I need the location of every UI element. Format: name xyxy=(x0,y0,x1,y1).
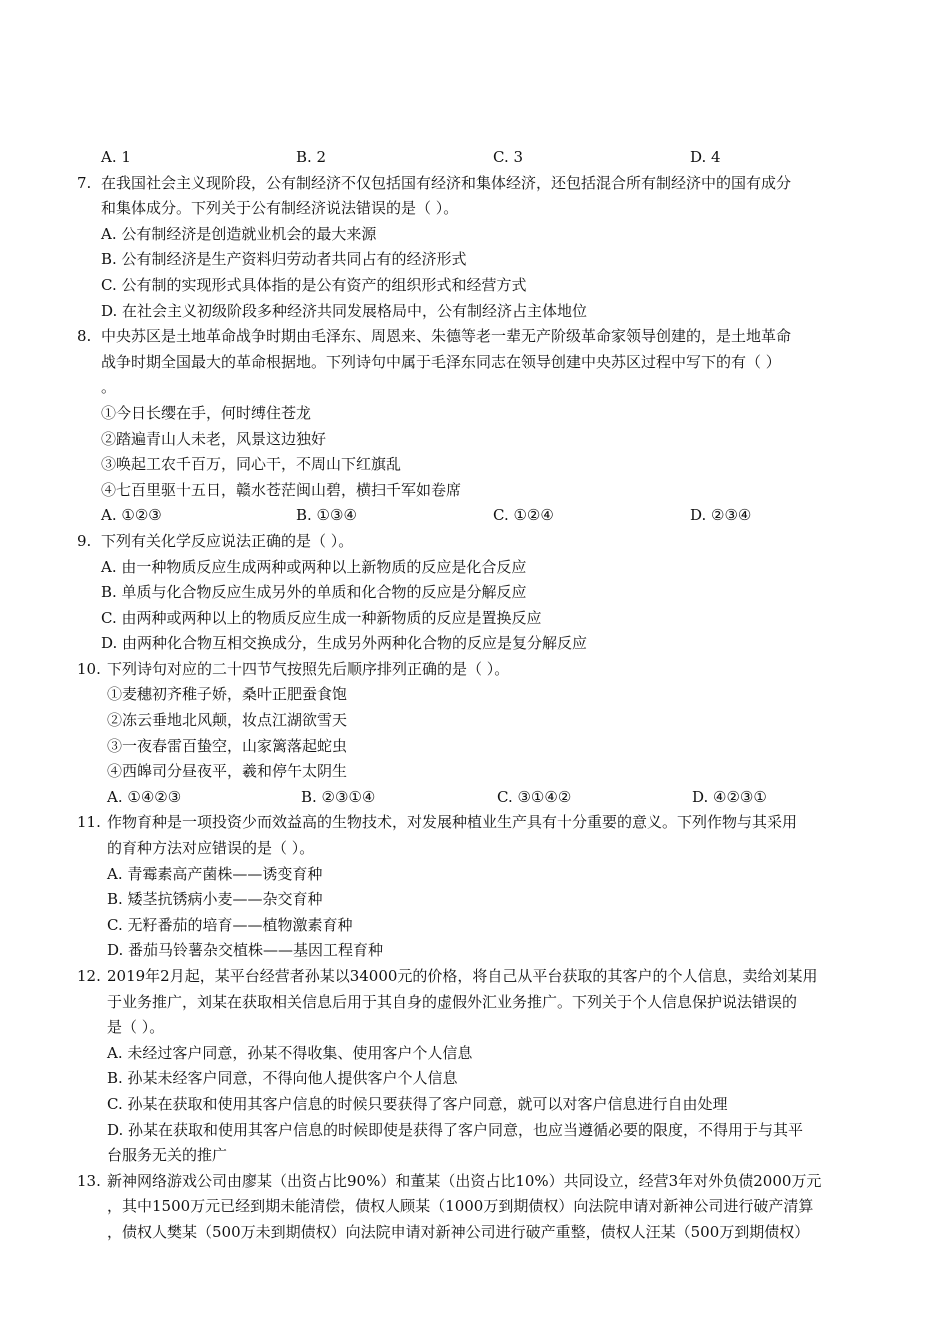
q8-option-d: D. ②③④ xyxy=(690,506,752,525)
q8-number: 8. xyxy=(77,327,92,346)
q6-options xyxy=(0,145,950,171)
q9-stem-line-1 xyxy=(0,529,950,555)
q9-option-c: C. 由两种或两种以上的物质反应生成一种新物质的反应是置换反应 xyxy=(101,608,542,627)
q7-option-b: B. 公有制经济是生产资料归劳动者共同占有的经济形式 xyxy=(101,250,467,269)
q8-stem-line-3: 。 xyxy=(101,378,117,397)
q13-stem-line-1 xyxy=(0,1169,950,1195)
q7-option-d: D. 在社会主义初级阶段多种经济共同发展格局中，公有制经济占主体地位 xyxy=(101,301,588,320)
q8-item-1: ①今日长缨在手，何时缚住苍龙 xyxy=(101,403,312,422)
q7-stem-text-1: 在我国社会主义现阶段，公有制经济不仅包括国有经济和集体经济，还包括混合所有制经济中的国有成分 xyxy=(101,173,792,192)
q13-stem-text-1: 新神网络游戏公司由廖某（出资占比90%）和董某（出资占比10%）共同设立，经营3年对外负债2000万元 xyxy=(107,1171,822,1190)
q11-stem-text-1: 作物育种是一项投资少而效益高的生物技术，对发展种植业生产具有十分重要的意义。下列作物与其采用 xyxy=(107,813,798,832)
q7-stem-line-1 xyxy=(0,171,950,197)
q11-stem-line-2: 的育种方法对应错误的是（ ）。 xyxy=(107,839,315,858)
q12-option-a: A. 未经过客户同意，孙某不得收集、使用客户个人信息 xyxy=(107,1043,473,1062)
q6-option-b: B. 2 xyxy=(296,148,327,166)
q9-option-b: B. 单质与化合物反应生成另外的单质和化合物的反应是分解反应 xyxy=(101,583,527,602)
q10-number: 10. xyxy=(77,659,101,678)
q10-options xyxy=(0,785,950,811)
q10-item-3: ③一夜春雷百蛰空，山家篱落起蛇虫 xyxy=(107,736,348,755)
q12-stem-line-1 xyxy=(0,964,950,990)
q12-option-d: D. 孙某在获取和使用其客户信息的时候即使是获得了客户同意，也应当遵循必要的限度，不得用于与其平 xyxy=(107,1120,804,1139)
q11-option-d: D. 番茄马铃薯杂交植株——基因工程育种 xyxy=(107,941,384,960)
q8-option-b: B. ①③④ xyxy=(296,506,357,525)
q10-item-1: ①麦穗初齐稚子娇，桑叶正肥蚕食饱 xyxy=(107,685,348,704)
q7-option-c: C. 公有制的实现形式具体指的是公有资产的组织形式和经营方式 xyxy=(101,275,527,294)
q7-number: 7. xyxy=(77,173,92,192)
q12-option-b: B. 孙某未经客户同意，不得向他人提供客户个人信息 xyxy=(107,1069,458,1088)
q9-option-a: A. 由一种物质反应生成两种或两种以上新物质的反应是化合反应 xyxy=(101,557,527,576)
q13-stem-line-3: ，债权人樊某（500万未到期债权）向法院申请对新神公司进行破产重整，债权人汪某（500万到期债权） xyxy=(107,1222,810,1241)
q8-item-2: ②踏遍青山人未老，风景这边独好 xyxy=(101,429,327,448)
q12-option-d-cont: 台服务无关的推广 xyxy=(107,1146,228,1165)
q7-stem-line-2: 和集体成分。下列关于公有制经济说法错误的是（ ）。 xyxy=(101,199,459,218)
q6-option-c: C. 3 xyxy=(493,148,524,166)
q8-item-3: ③唤起工农千百万，同心干，不周山下红旗乱 xyxy=(101,455,402,474)
q8-stem-text-1: 中央苏区是土地革命战争时期由毛泽东、周恩来、朱德等老一辈无产阶级革命家领导创建的，是土地革命 xyxy=(101,327,792,346)
q6-option-d: D. 4 xyxy=(690,148,721,166)
q8-stem-line-2: 战争时期全国最大的革命根据地。下列诗句中属于毛泽东同志在领导创建中央苏区过程中写下的有（ ） xyxy=(101,352,781,371)
q8-stem-line-1 xyxy=(0,324,950,350)
q11-option-a: A. 青霉素高产菌株——诱变育种 xyxy=(107,864,323,883)
q11-stem-line-1 xyxy=(0,810,950,836)
q8-option-a: A. ①②③ xyxy=(101,506,162,525)
q10-item-4: ④西皞司分昼夜平，羲和停午太阴生 xyxy=(107,762,348,781)
q9-number: 9. xyxy=(77,531,92,550)
exam-page xyxy=(0,145,950,1246)
q10-option-a: A. ①④②③ xyxy=(107,787,182,806)
q12-option-c: C. 孙某在获取和使用其客户信息的时候只要获得了客户同意，就可以对客户信息进行自由处理 xyxy=(107,1094,728,1113)
q8-item-4: ④七百里驱十五日，赣水苍茫闽山碧，横扫千军如卷席 xyxy=(101,480,462,499)
q11-number: 11. xyxy=(77,813,101,832)
q10-option-b: B. ②③①④ xyxy=(301,787,376,806)
q11-option-b: B. 矮茎抗锈病小麦——杂交育种 xyxy=(107,890,323,909)
q8-options xyxy=(0,503,950,529)
q6-option-a: A. 1 xyxy=(101,148,131,166)
q10-item-2: ②冻云垂地北风颠，妆点江湖欲雪天 xyxy=(107,711,348,730)
q11-option-c: C. 无籽番茄的培育——植物激素育种 xyxy=(107,915,353,934)
q10-stem-line-1 xyxy=(0,657,950,683)
q9-stem-text-1: 下列有关化学反应说法正确的是（ ）。 xyxy=(101,531,354,550)
q10-stem-text-1: 下列诗句对应的二十四节气按照先后顺序排列正确的是（ ）。 xyxy=(107,659,510,678)
q13-stem-line-2: ，其中1500万元已经到期未能清偿，债权人顾某（1000万到期债权）向法院申请对新神公司进行破产清算 xyxy=(107,1197,814,1216)
q8-option-c: C. ①②④ xyxy=(493,506,554,525)
q12-stem-text-1: 2019年2月起，某平台经营者孙某以34000元的价格，将自己从平台获取的其客户的个人信息，卖给刘某用 xyxy=(107,967,818,985)
q12-number: 12. xyxy=(77,967,101,985)
q10-option-c: C. ③①④② xyxy=(497,787,572,806)
q12-stem-line-2: 于业务推广，刘某在获取相关信息后用于其自身的虚假外汇业务推广。下列关于个人信息保护说法错误的 xyxy=(107,992,798,1011)
q13-number: 13. xyxy=(77,1171,101,1190)
q7-option-a: A. 公有制经济是创造就业机会的最大来源 xyxy=(101,224,377,243)
q12-stem-line-3: 是（ ）。 xyxy=(107,1018,165,1037)
q10-option-d: D. ④②③① xyxy=(692,787,767,806)
q9-option-d: D. 由两种化合物互相交换成分，生成另外两种化合物的反应是复分解反应 xyxy=(101,634,588,653)
